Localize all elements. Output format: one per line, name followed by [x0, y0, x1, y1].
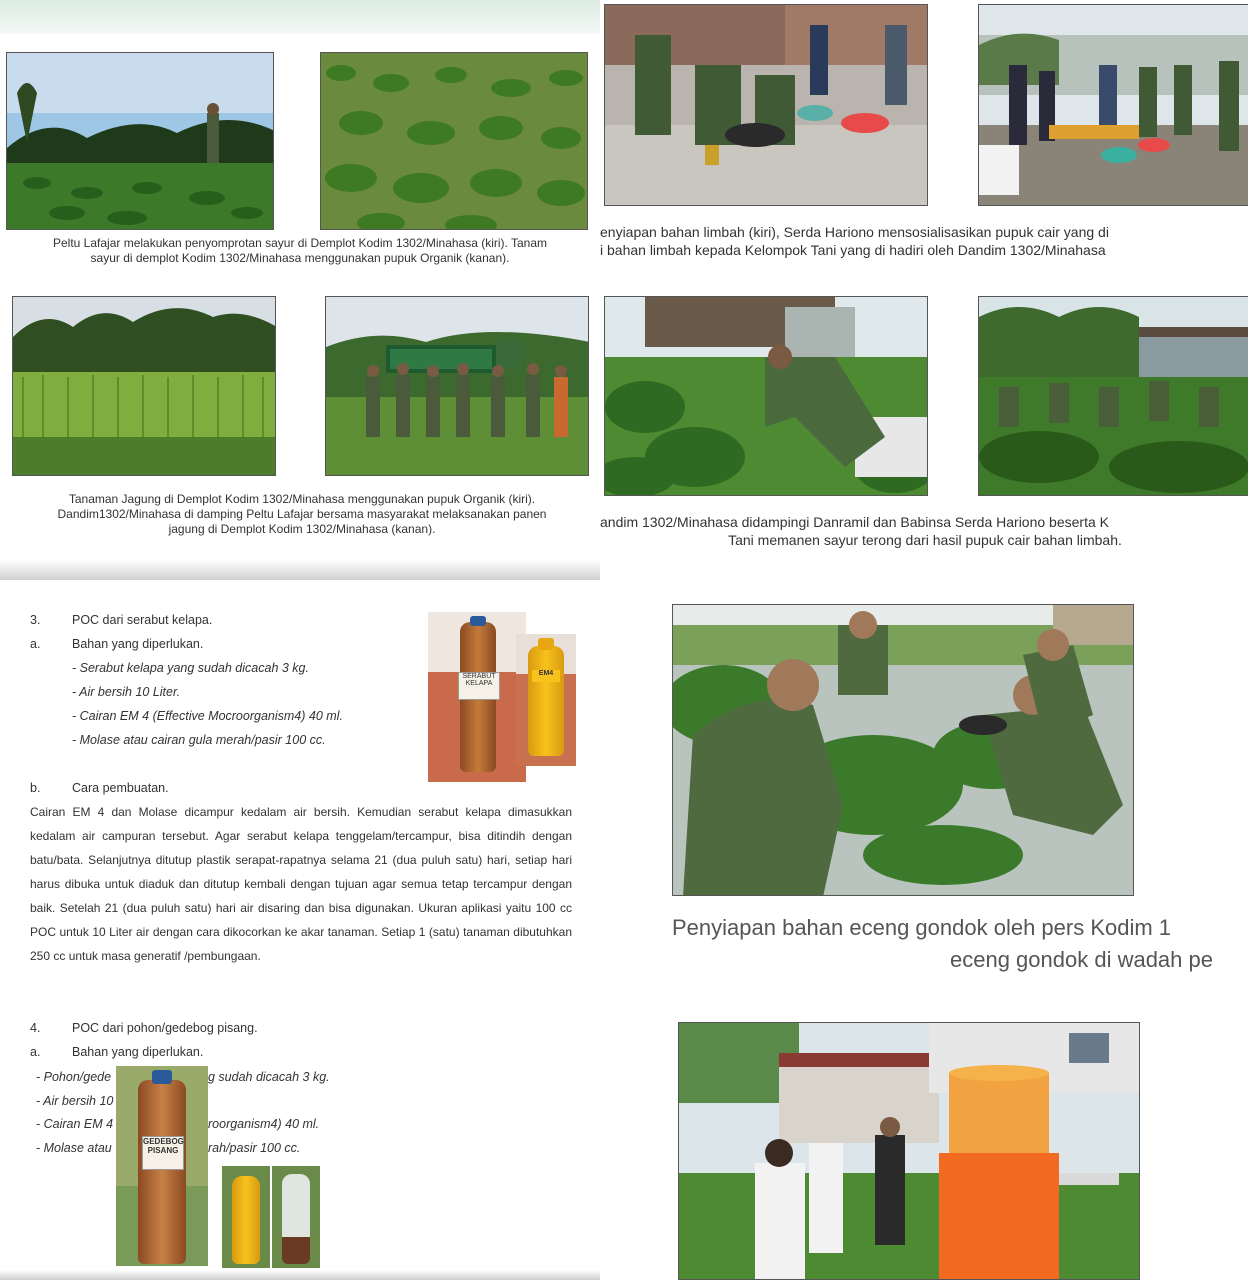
section-4a-title: Bahan yang diperlukan.	[72, 1045, 204, 1059]
section-3b-number: b.	[30, 781, 41, 795]
photo-farmers-garden-group	[978, 296, 1248, 496]
photo-eggplant-harvest	[604, 296, 928, 496]
material-item: - Air bersih 10 Liter.	[72, 685, 181, 699]
material-item: g sudah dicacah 3 kg.	[208, 1070, 330, 1084]
em4-bottle	[232, 1176, 260, 1264]
caption-line: i bahan limbah kepada Kelompok Tani yang di hadiri oleh Dandim 1302/Minahasa	[600, 241, 1106, 258]
procedure-paragraph: Cairan EM 4 dan Molase dicampur kedalam air bersih. Kemudian serabut kelapa dimasukkan kedalam air campuran tersebut. Agar serabut kelapa tenggelam/tercampur, bisa ditindih dengan batu/bata. Selanjutnya ditutup plastik serapat-rapatnya selama 21 (dua puluh satu) hari, setiap hari harus dibuka untuk diaduk dan ditutup kembali dengan tujuan agar semua tetap tercampur dengan baik. Setelah 21 (dua puluh satu) hari air disaring dan bisa digunakan. Ukuran aplikasi yaitu 100 cc POC untuk 10 Liter air dengan cara dikocorkan ke akar tanaman. Setiap 1 (satu) tanaman dibutuhkan 250 cc untuk masa generatif /pembungaan.	[30, 805, 572, 963]
material-item: - Pohon/gede	[36, 1070, 112, 1084]
material-item: - Serabut kelapa yang sudah dicacah 3 kg.	[72, 661, 309, 675]
panel-bottom-shadow	[0, 1270, 600, 1280]
photo-clear-bottle	[272, 1166, 320, 1268]
photo-vegetable-demplot	[320, 52, 588, 230]
photo-em4-bottle	[516, 634, 576, 766]
caption-water-hyacinth	[672, 912, 1248, 976]
photo-corn-field	[12, 296, 276, 476]
section-3b-title: Cara pembuatan.	[72, 781, 169, 795]
photo-spraying-vegetables	[6, 52, 274, 230]
bottle-label: SERABUT KELAPA	[458, 672, 500, 700]
bottle-cap	[538, 638, 554, 650]
caption-line: enyiapan bahan limbah (kiri), Serda Hariono mensosialisasikan pupuk cair yang di	[600, 224, 1109, 240]
photo-em4-small	[222, 1166, 270, 1268]
caption-line: sayur di demplot Kodim 1302/Minahasa menggunakan pupuk Organik (kanan).	[90, 251, 510, 265]
photo-orange-tank	[678, 1022, 1140, 1280]
bottle-cap	[470, 616, 486, 626]
em4-label: EM4	[532, 670, 560, 682]
clear-bottle	[282, 1174, 310, 1264]
photo-water-hyacinth-prep	[672, 604, 1134, 896]
bottle-cap	[152, 1070, 172, 1084]
caption-harvest-photos	[600, 514, 1248, 549]
caption-photos-row1	[0, 236, 600, 266]
caption-line: Dandim1302/Minahasa di damping Peltu Lafajar bersama masyarakat melaksanakan panen	[57, 507, 547, 521]
section-3-number: 3.	[30, 613, 41, 627]
section-4-title: POC dari pohon/gedebog pisang.	[72, 1021, 258, 1035]
top-left-document-panel	[0, 0, 600, 580]
caption-line: Tanaman Jagung di Demplot Kodim 1302/Minahasa menggunakan pupuk Organik (kiri).	[68, 492, 536, 506]
material-item: - Cairan EM 4 (Effective Mocroorganism4) 40 ml.	[72, 709, 343, 723]
material-item: roorganism4) 40 ml.	[208, 1117, 320, 1131]
section-3a-title: Bahan yang diperlukan.	[72, 637, 204, 651]
bottom-left-document-panel	[0, 584, 600, 1280]
material-item: - Molase atau cairan gula merah/pasir 100 cc.	[72, 733, 326, 747]
material-item: rah/pasir 100 cc.	[208, 1141, 301, 1155]
photo-corn-harvest-group	[325, 296, 589, 476]
caption-line: jagung di Demplot Kodim 1302/Minahasa (kanan).	[168, 522, 436, 536]
top-right-document-panel	[600, 0, 1248, 580]
caption-photos-row2	[0, 492, 600, 537]
caption-line: Peltu Lafajar melakukan penyomprotan sayur di Demplot Kodim 1302/Minahasa (kiri). Tanam	[52, 236, 548, 250]
caption-line: Penyiapan bahan eceng gondok oleh pers Kodim 1	[672, 915, 1172, 940]
caption-line: eceng gondok di wadah pe	[950, 947, 1213, 972]
section-4a-number: a.	[30, 1045, 41, 1059]
section-3-title: POC dari serabut kelapa.	[72, 613, 213, 627]
panel-shadow	[0, 560, 600, 580]
photo-waste-preparation	[604, 4, 928, 206]
bottom-right-document-panel	[600, 584, 1248, 1280]
material-item: - Molase atau	[36, 1141, 112, 1155]
poc-bottle	[138, 1080, 186, 1264]
section-3a-number: a.	[30, 637, 41, 651]
material-item: - Air bersih 10	[36, 1094, 114, 1108]
photo-socialization-farmers	[978, 4, 1248, 206]
caption-waste-photos	[600, 224, 1248, 259]
photo-banana-poc-bottle	[116, 1066, 208, 1266]
top-band	[0, 0, 600, 34]
caption-line: andim 1302/Minahasa didampingi Danramil dan Babinsa Serda Hariono beserta K	[600, 514, 1109, 530]
photo-coconut-poc-bottle	[428, 612, 526, 782]
section-4-number: 4.	[30, 1021, 41, 1035]
em4-bottle	[528, 646, 564, 756]
material-item: - Cairan EM 4	[36, 1117, 114, 1131]
caption-line: Tani memanen sayur terong dari hasil pupuk cair bahan limbah.	[728, 531, 1122, 548]
bottle-label: GEDEBOG PISANG	[142, 1136, 184, 1170]
